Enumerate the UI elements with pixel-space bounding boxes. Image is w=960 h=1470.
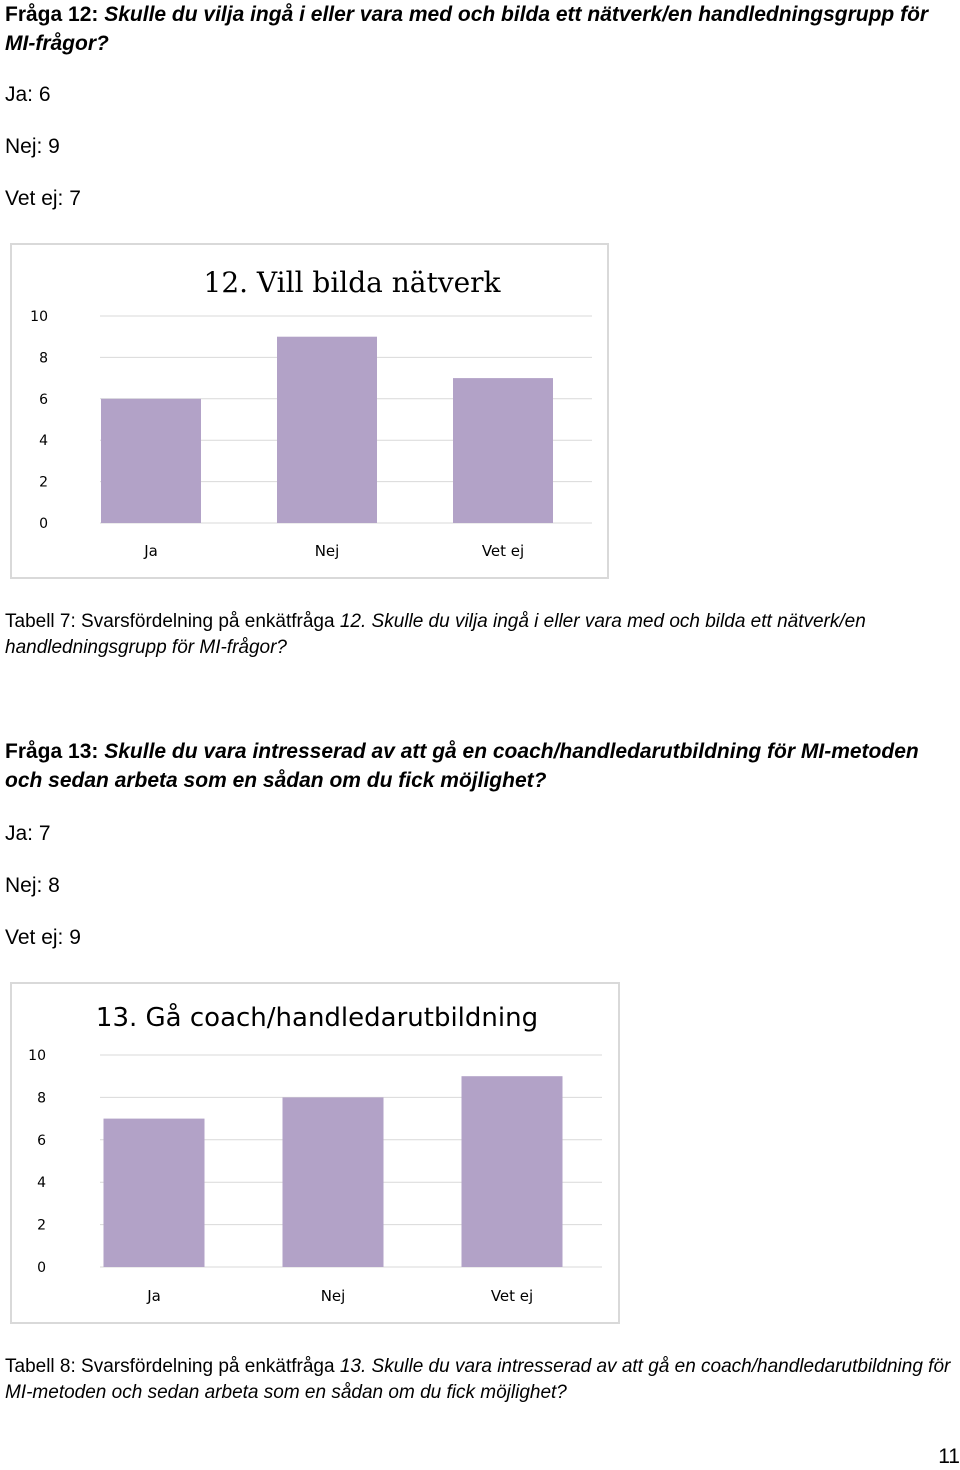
chart13-ytick-label: 10 [28, 1048, 46, 1064]
chart13-category-label: Nej [320, 1287, 346, 1305]
chart12-ytick-label: 10 [30, 309, 48, 325]
q12-answer-ja: Ja: 6 [5, 83, 51, 106]
question-13-heading [5, 737, 955, 795]
q13-answer-ja: Ja: 7 [5, 822, 51, 845]
chart12-title: 12. Vill bilda nätverk [203, 266, 501, 299]
q13-answer-vet-ej: Vet ej: 9 [5, 926, 81, 949]
table-8-caption-prefix: Tabell 8: Svarsfördelning på enkätfråga [5, 1356, 335, 1377]
question-12-number: Fråga 12: [5, 3, 99, 26]
table-8-caption [5, 1354, 955, 1406]
chart13-ytick-label: 8 [37, 1090, 46, 1107]
q12-answer-nej: Nej: 9 [5, 135, 60, 158]
question-13-number: Fråga 13: [5, 740, 99, 763]
chart12-ytick-label: 8 [39, 350, 48, 367]
chart12-bar-nej [277, 337, 377, 523]
chart-12-svg [12, 245, 611, 581]
table-7-caption-prefix: Tabell 7: Svarsfördelning på enkätfråga [5, 611, 335, 632]
chart13-bar-ja [104, 1119, 205, 1267]
chart12-bar-ja [101, 399, 201, 523]
chart12-ytick-label: 2 [39, 474, 48, 491]
chart12-category-label: Ja [144, 542, 158, 560]
chart13-title: 13. Gå coach/handledarutbildning [95, 1003, 539, 1033]
chart13-ytick-label: 6 [37, 1132, 46, 1149]
q13-answer-nej: Nej: 8 [5, 874, 60, 897]
chart-12-vill-bilda-natverk [10, 243, 609, 579]
chart13-bar-vet-ej [462, 1076, 563, 1267]
question-12-heading [5, 0, 955, 58]
chart12-category-label: Nej [314, 542, 340, 560]
chart13-category-label: Vet ej [490, 1287, 534, 1305]
table-7-caption [5, 609, 955, 661]
chart13-ytick-label: 0 [37, 1260, 46, 1276]
chart13-ytick-label: 2 [37, 1217, 46, 1234]
chart13-ytick-label: 4 [37, 1175, 46, 1192]
chart-13-ga-coach-utbildning [10, 982, 620, 1324]
question-13-text: Skulle du vara intresserad av att gå en coach/handledarutbildning för MI-metoden och sedan arbeta som en sådan om du fick möjlighet? [5, 740, 919, 792]
chart12-ytick-label: 6 [39, 391, 48, 408]
chart-13-svg [12, 984, 622, 1326]
chart13-bar-nej [283, 1097, 384, 1267]
chart12-bar-vet-ej [453, 378, 553, 523]
chart12-ytick-label: 4 [39, 433, 48, 450]
question-12-text: Skulle du vilja ingå i eller vara med och bilda ett nätverk/en handledningsgrupp för MI-frågor? [5, 3, 929, 55]
page-number: 11 [938, 1445, 960, 1468]
table-8-caption-text: 13. Skulle du vara intresserad av att gå en coach/handledarutbildning för MI-metoden och sedan arbeta som en sådan om du fick möjlighet? [5, 1356, 951, 1403]
chart12-ytick-label: 0 [39, 516, 48, 532]
chart12-category-label: Vet ej [481, 542, 525, 560]
chart13-category-label: Ja [147, 1287, 161, 1305]
q12-answer-vet-ej: Vet ej: 7 [5, 187, 81, 210]
table-7-caption-text: 12. Skulle du vilja ingå i eller vara med och bilda ett nätverk/en handledningsgrupp för MI-frågor? [5, 611, 866, 658]
